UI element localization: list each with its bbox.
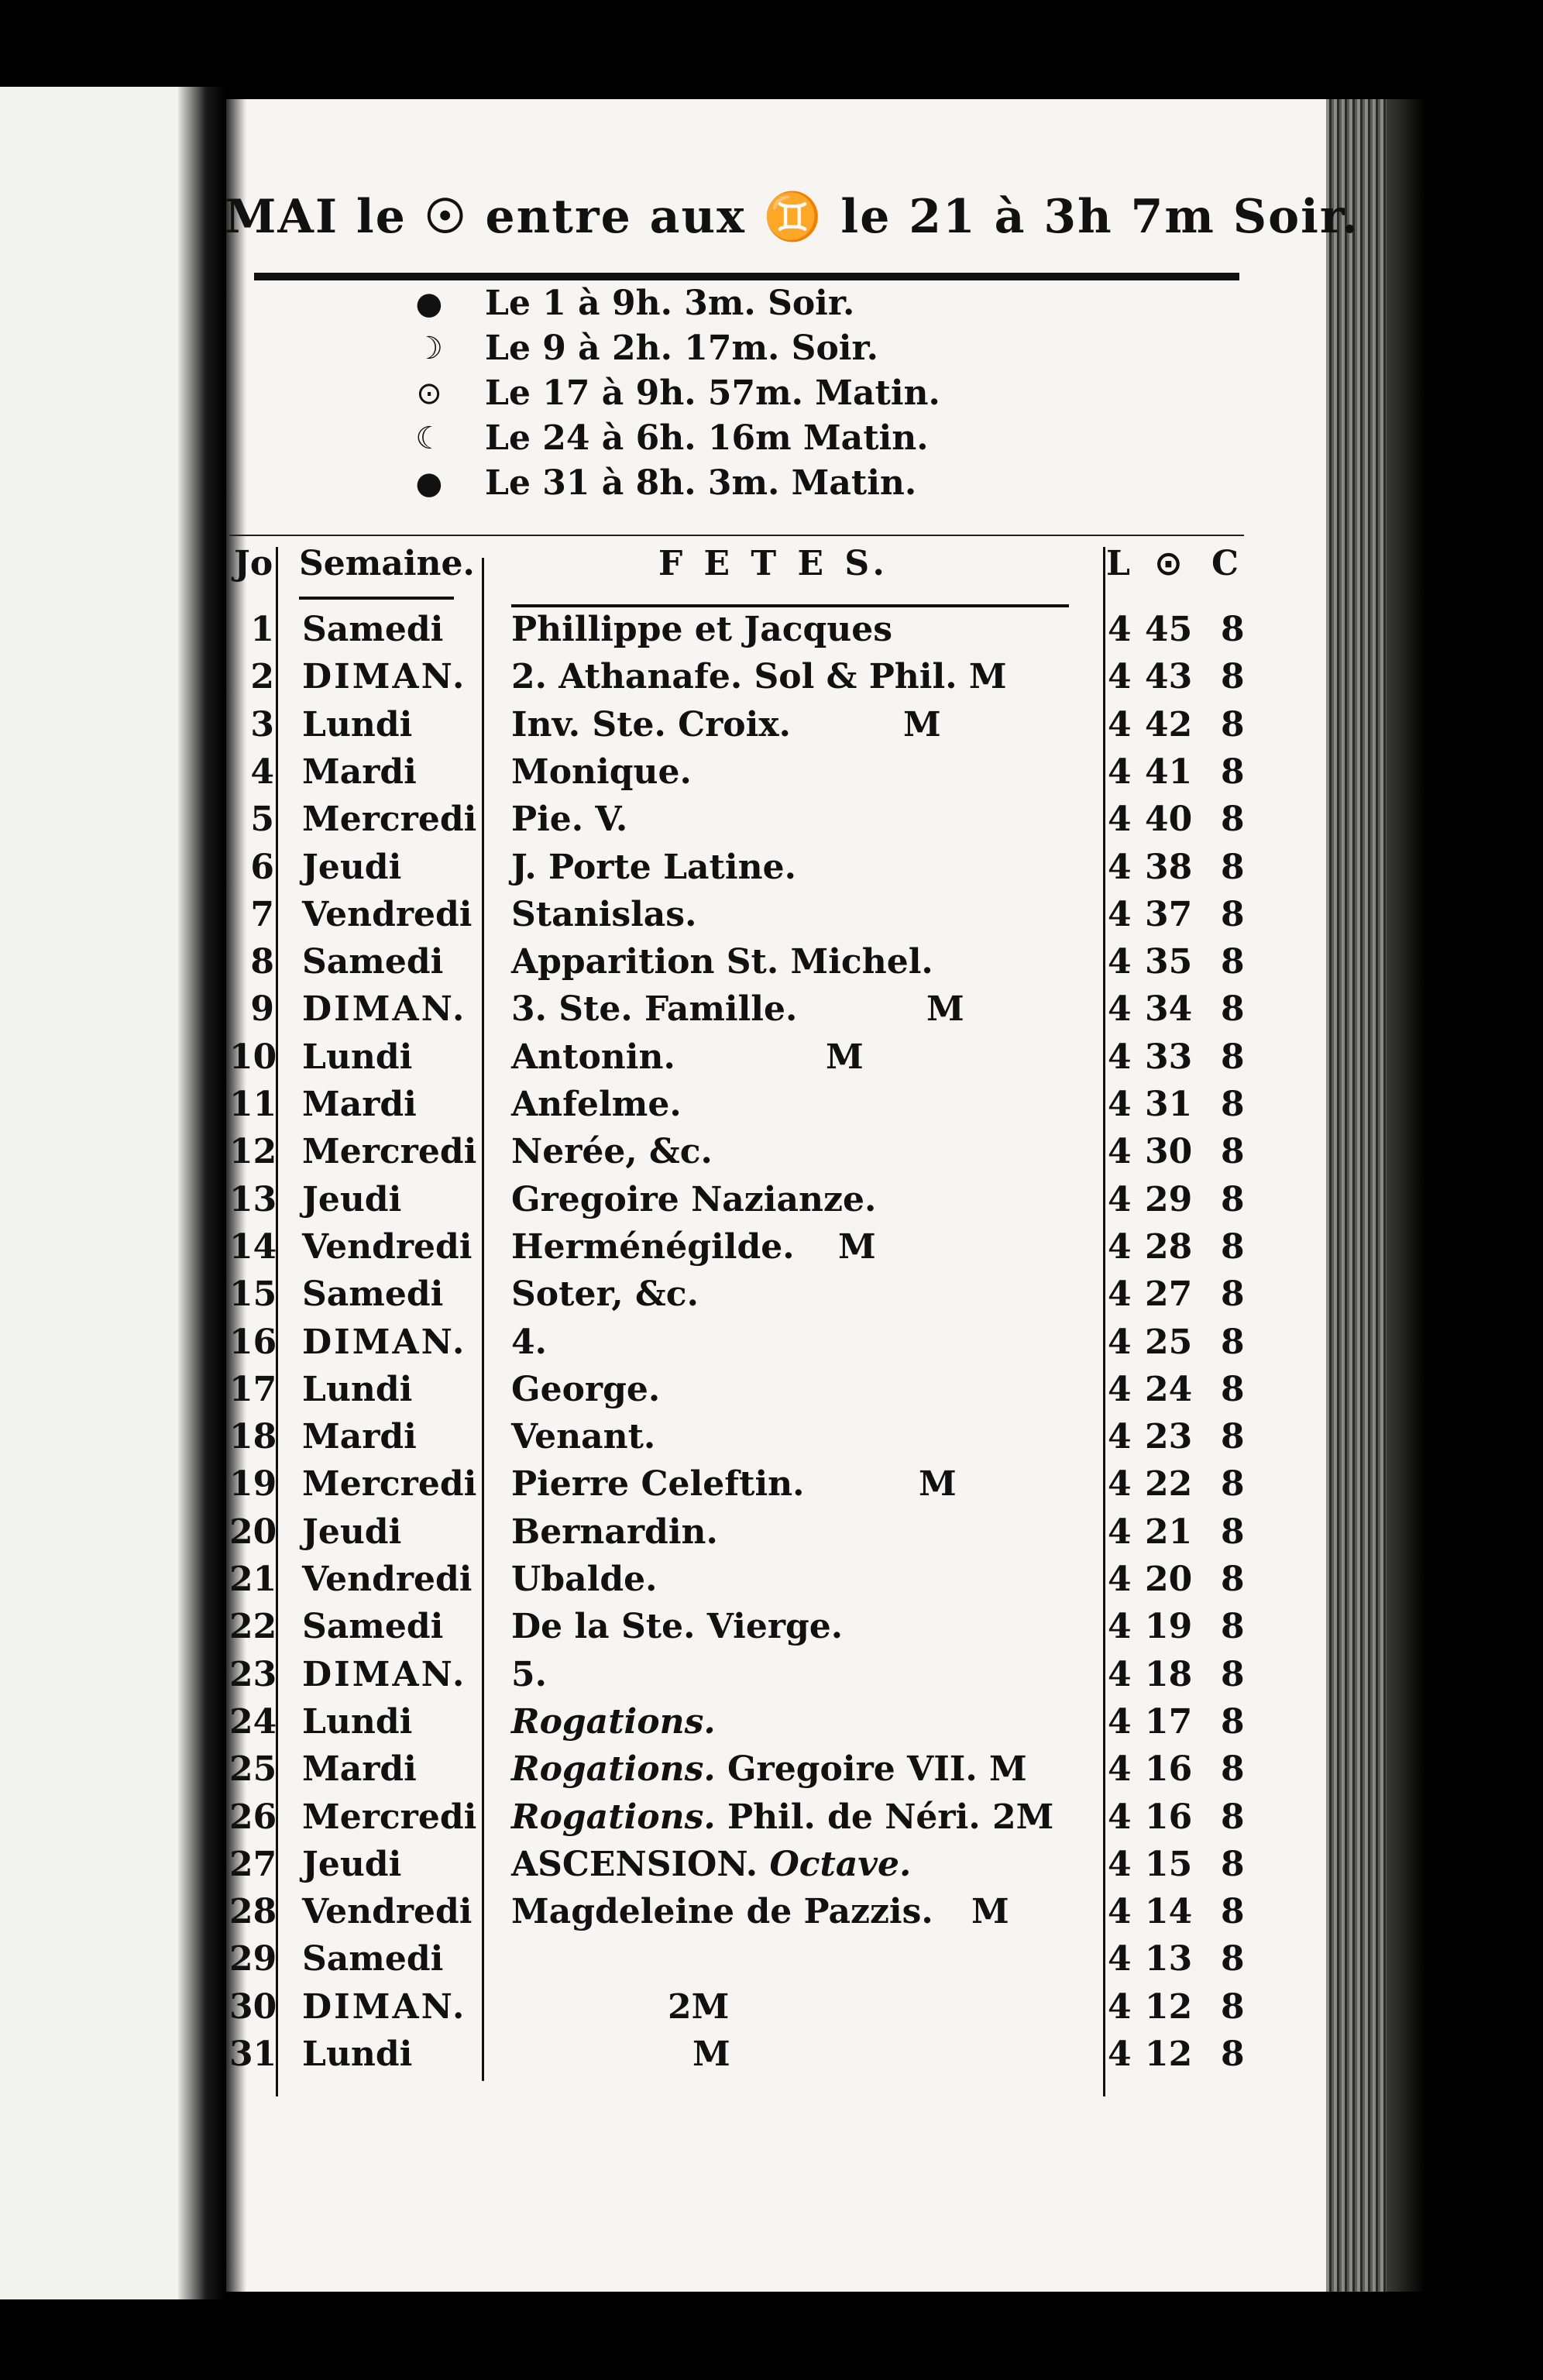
feast-cell: [511, 1556, 657, 1603]
sunrise-minute: 38: [1145, 848, 1193, 887]
day-number: 27: [229, 1845, 277, 1884]
feast-name: Gregoire VII. M: [727, 1749, 1027, 1789]
feast-mark: M: [692, 2034, 730, 2074]
feast-name: Soter, &c.: [511, 1274, 699, 1314]
feast-cell: [511, 701, 791, 748]
sunrise-minute: 12: [1145, 1987, 1193, 2027]
column-c-value: 8: [1221, 1370, 1245, 1409]
sunrise-hour: 4: [1108, 2034, 1132, 2074]
table-row: [229, 1983, 1259, 2031]
sunrise-minute: 24: [1145, 1370, 1193, 1409]
table-row: [229, 1698, 1259, 1745]
day-number: 1: [250, 610, 274, 649]
day-number: 28: [229, 1892, 277, 1931]
sunrise-hour: 4: [1108, 1370, 1132, 1409]
feast-cell: [511, 1223, 795, 1271]
feast-cell: [511, 1603, 843, 1650]
sunrise-minute: 43: [1145, 657, 1193, 696]
feast-name: Phillippe et Jacques: [511, 610, 893, 649]
table-row: [229, 1888, 1259, 1935]
day-number: 24: [229, 1702, 277, 1742]
column-c-value: 8: [1221, 942, 1245, 982]
day-number: 5: [250, 800, 274, 839]
feast-name: George.: [511, 1370, 661, 1409]
full-moon-icon: ⊙: [416, 376, 442, 411]
day-number: 14: [229, 1227, 277, 1267]
weekday: Vendredi: [302, 895, 473, 934]
sunrise-hour: 4: [1108, 610, 1132, 649]
feast-name: Ubalde.: [511, 1560, 658, 1599]
feast-mark: M: [826, 1037, 864, 1077]
weekday: DIMAN.: [302, 1987, 467, 2027]
weekday: Mardi: [302, 1417, 417, 1457]
sunrise-minute: 14: [1145, 1892, 1193, 1931]
column-c-value: 8: [1221, 1749, 1245, 1789]
new-moon-icon: ●: [415, 286, 443, 322]
sunrise-hour: 4: [1108, 1180, 1132, 1219]
day-number: 12: [229, 1132, 277, 1171]
sunrise-minute: 15: [1145, 1845, 1193, 1884]
feast-cell: [511, 1413, 655, 1460]
sunrise-hour: 4: [1108, 1132, 1132, 1171]
feast-cell: [511, 653, 1007, 700]
column-c-value: 8: [1221, 1037, 1245, 1077]
weekday: Mercredi: [302, 1132, 477, 1171]
column-c-value: 8: [1221, 1464, 1245, 1504]
sunrise-minute: 45: [1145, 610, 1193, 649]
feast-name: 5.: [511, 1655, 547, 1694]
sunrise-minute: 22: [1145, 1464, 1193, 1504]
column-c-value: 8: [1221, 1702, 1245, 1742]
column-c-value: 8: [1221, 1987, 1245, 2027]
sunrise-hour: 4: [1108, 752, 1132, 792]
feast-cell: [511, 1271, 699, 1318]
weekday: DIMAN.: [302, 1322, 467, 1362]
feast-name: Herménégilde.: [511, 1227, 795, 1267]
table-row: [229, 796, 1259, 843]
table-row: [229, 1603, 1259, 1650]
day-number: 22: [229, 1607, 277, 1646]
moon-phase-text: Le 1 à 9h. 3m. Soir.: [485, 284, 855, 323]
feast-cell: [511, 1698, 716, 1745]
weekday: Jeudi: [302, 1180, 402, 1219]
feast-mark: M: [903, 705, 941, 745]
feast-cell: [511, 1745, 1027, 1793]
sunrise-hour: 4: [1108, 1797, 1132, 1837]
col-header-c: C: [1211, 544, 1239, 583]
sunrise-minute: 12: [1145, 2034, 1193, 2074]
sunrise-minute: 21: [1145, 1512, 1193, 1552]
col-header-weekday: Semaine.: [299, 544, 475, 583]
column-c-value: 8: [1221, 1845, 1245, 1884]
weekday: Vendredi: [302, 1560, 473, 1599]
feast-name: Nerée, &c.: [511, 1132, 713, 1171]
sunrise-minute: 40: [1145, 800, 1193, 839]
sunrise-hour: 4: [1108, 705, 1132, 745]
sunrise-minute: 29: [1145, 1180, 1193, 1219]
table-row: [229, 1651, 1259, 1698]
sunrise-hour: 4: [1108, 895, 1132, 934]
table-row: [229, 701, 1259, 748]
day-number: 7: [250, 895, 274, 934]
sunrise-minute: 37: [1145, 895, 1193, 934]
title-rule: [254, 273, 1239, 280]
sunrise-minute: 31: [1145, 1085, 1193, 1124]
column-c-value: 8: [1221, 2034, 1245, 2074]
sunrise-minute: 16: [1145, 1749, 1193, 1789]
day-number: 17: [229, 1370, 277, 1409]
sunrise-hour: 4: [1108, 1655, 1132, 1694]
sun-icon: ⊙: [1154, 544, 1183, 583]
sunrise-hour: 4: [1108, 848, 1132, 887]
sunrise-minute: 20: [1145, 1560, 1193, 1599]
feast-name: Monique.: [511, 752, 692, 792]
feast-name: 3. Ste. Famille.: [511, 989, 798, 1029]
column-c-value: 8: [1221, 610, 1245, 649]
column-c-value: 8: [1221, 1892, 1245, 1931]
feast-name: J. Porte Latine.: [511, 848, 796, 887]
feast-name: Phil. de Néri. 2M: [727, 1797, 1054, 1837]
day-number: 11: [229, 1085, 277, 1124]
weekday: DIMAN.: [302, 989, 467, 1029]
feast-cell: [511, 796, 627, 843]
sunrise-minute: 41: [1145, 752, 1193, 792]
day-number: 26: [229, 1797, 277, 1837]
sunrise-minute: 18: [1145, 1655, 1193, 1694]
day-number: 6: [250, 848, 274, 887]
table-row: [229, 1081, 1259, 1128]
sunrise-hour: 4: [1108, 1939, 1132, 1979]
col-header-l: L: [1106, 544, 1130, 583]
column-c-value: 8: [1221, 657, 1245, 696]
feast-cell: [511, 1034, 675, 1081]
feast-name: Anfelme.: [511, 1085, 682, 1124]
feast-name: Pierre Celeftin.: [511, 1464, 805, 1504]
feast-cell: [511, 985, 797, 1033]
weekday: Jeudi: [302, 1845, 402, 1884]
month-title: MAI le ☉ entre aux ♊ le 21 à 3h 7m Soir.: [225, 190, 1359, 244]
binding-shadow: [178, 87, 225, 2299]
column-c-value: 8: [1221, 1085, 1245, 1124]
day-number: 18: [229, 1417, 277, 1457]
weekday: Samedi: [302, 942, 444, 982]
sunrise-hour: 4: [1108, 1464, 1132, 1504]
day-number: 31: [229, 2034, 277, 2074]
sunrise-minute: 13: [1145, 1939, 1193, 1979]
sunrise-hour: 4: [1108, 1085, 1132, 1124]
feast-mark: M: [926, 989, 964, 1029]
sunrise-minute: 27: [1145, 1274, 1193, 1314]
feast-name: ASCENSION.: [511, 1845, 758, 1884]
sunrise-hour: 4: [1108, 1987, 1132, 2027]
day-number: 19: [229, 1464, 277, 1504]
feast-cell: [511, 891, 696, 938]
feast-name: Antonin.: [511, 1037, 675, 1077]
weekday: Mercredi: [302, 1797, 477, 1837]
sunrise-minute: 30: [1145, 1132, 1193, 1171]
moon-phase-text: Le 24 à 6h. 16m Matin.: [485, 418, 929, 458]
day-number: 30: [229, 1987, 277, 2027]
weekday: Lundi: [302, 1702, 413, 1742]
weekday: Samedi: [302, 1274, 444, 1314]
sunrise-minute: 17: [1145, 1702, 1193, 1742]
feast-cell: [511, 938, 933, 985]
new-moon-icon: ●: [415, 466, 443, 501]
weekday: Vendredi: [302, 1892, 473, 1931]
feast-italic: Rogations.: [511, 1749, 716, 1789]
sunrise-minute: 35: [1145, 942, 1193, 982]
day-number: 13: [229, 1180, 277, 1219]
day-number: 23: [229, 1655, 277, 1694]
feast-cell: [511, 1176, 876, 1223]
day-number: 16: [229, 1322, 277, 1362]
weekday: Lundi: [302, 705, 413, 745]
table-row: [229, 1745, 1259, 1793]
page-edge-shadow: [1387, 99, 1425, 2292]
sunrise-hour: 4: [1108, 989, 1132, 1029]
sunrise-hour: 4: [1108, 1749, 1132, 1789]
feast-cell: [511, 606, 892, 653]
sunrise-minute: 34: [1145, 989, 1193, 1029]
column-c-value: 8: [1221, 1560, 1245, 1599]
feast-name: Venant.: [511, 1417, 656, 1457]
weekday: Jeudi: [302, 848, 402, 887]
feast-name: Inv. Ste. Croix.: [511, 705, 791, 745]
column-c-value: 8: [1221, 1939, 1245, 1979]
day-number: 20: [229, 1512, 277, 1552]
feast-name: Pie. V.: [511, 800, 628, 839]
feast-name: 2. Athanafe. Sol & Phil. M: [511, 657, 1007, 696]
sunrise-hour: 4: [1108, 1560, 1132, 1599]
table-row: [229, 1556, 1259, 1603]
weekday: Jeudi: [302, 1512, 402, 1552]
weekday: DIMAN.: [302, 657, 467, 696]
feast-name: Apparition St. Michel.: [511, 942, 933, 982]
table-row: [229, 1128, 1259, 1175]
feast-mark: 2M: [668, 1987, 730, 2027]
column-c-value: 8: [1221, 895, 1245, 934]
feast-name: Bernardin.: [511, 1512, 718, 1552]
feast-mark: M: [838, 1227, 876, 1267]
sunrise-hour: 4: [1108, 1512, 1132, 1552]
column-c-value: 8: [1221, 848, 1245, 887]
weekday: Mercredi: [302, 800, 477, 839]
sunrise-minute: 25: [1145, 1322, 1193, 1362]
weekday: Mardi: [302, 1085, 417, 1124]
sunrise-hour: 4: [1108, 942, 1132, 982]
feast-cell: [511, 748, 692, 796]
feast-name: Magdeleine de Pazzis.: [511, 1892, 933, 1931]
col-header-day: Jo: [234, 544, 273, 583]
weekday: Mardi: [302, 752, 417, 792]
table-row: [229, 748, 1259, 796]
feast-cell: [511, 1319, 547, 1366]
weekday: Mardi: [302, 1749, 417, 1789]
sunrise-hour: 4: [1108, 1037, 1132, 1077]
column-c-value: 8: [1221, 1655, 1245, 1694]
column-c-value: 8: [1221, 1512, 1245, 1552]
table-row: [229, 891, 1259, 938]
sunrise-hour: 4: [1108, 1274, 1132, 1314]
feast-cell: [511, 844, 796, 891]
feast-name: Stanislas.: [511, 895, 697, 934]
column-c-value: 8: [1221, 705, 1245, 745]
sunrise-minute: 16: [1145, 1797, 1193, 1837]
day-number: 25: [229, 1749, 277, 1789]
sunrise-minute: 33: [1145, 1037, 1193, 1077]
table-top-rule: [229, 535, 1244, 536]
table-row: [229, 1319, 1259, 1366]
day-number: 2: [250, 657, 274, 696]
table-row: [229, 1460, 1259, 1508]
column-c-value: 8: [1221, 752, 1245, 792]
weekday-header-rule: [299, 597, 454, 600]
weekday: Vendredi: [302, 1227, 473, 1267]
weekday: Samedi: [302, 610, 444, 649]
table-row: [229, 653, 1259, 700]
feast-cell: [511, 1841, 911, 1888]
table-row: [229, 1271, 1259, 1318]
feast-mark: M: [971, 1892, 1009, 1931]
column-c-value: 8: [1221, 1322, 1245, 1362]
first-quarter-icon: ☽: [415, 331, 443, 366]
table-row: [229, 1034, 1259, 1081]
sunrise-hour: 4: [1108, 1322, 1132, 1362]
sunrise-hour: 4: [1108, 657, 1132, 696]
left-page-edge: [0, 87, 203, 2299]
moon-phase-text: Le 9 à 2h. 17m. Soir.: [485, 328, 878, 368]
feast-cell: [511, 1888, 933, 1935]
weekday: Mercredi: [302, 1464, 477, 1504]
day-number: 15: [229, 1274, 277, 1314]
last-quarter-icon: ☾: [415, 421, 443, 456]
weekday: Lundi: [302, 1370, 413, 1409]
sunrise-hour: 4: [1108, 1417, 1132, 1457]
weekday: Samedi: [302, 1607, 444, 1646]
table-row: [229, 1223, 1259, 1271]
weekday: Lundi: [302, 2034, 413, 2074]
table-row: [229, 2031, 1259, 2078]
table-row: [229, 985, 1259, 1033]
column-c-value: 8: [1221, 989, 1245, 1029]
column-c-value: 8: [1221, 1797, 1245, 1837]
sunrise-hour: 4: [1108, 800, 1132, 839]
feast-mark: M: [919, 1464, 957, 1504]
feast-cell: [511, 1081, 682, 1128]
day-number: 9: [250, 989, 274, 1029]
feast-name: Gregoire Nazianze.: [511, 1180, 877, 1219]
feast-italic: Octave.: [769, 1845, 912, 1884]
column-c-value: 8: [1221, 1274, 1245, 1314]
moon-phase-text: Le 17 à 9h. 57m. Matin.: [485, 373, 940, 413]
sunrise-hour: 4: [1108, 1845, 1132, 1884]
column-c-value: 8: [1221, 1417, 1245, 1457]
feast-cell: [511, 1794, 1053, 1841]
column-c-value: 8: [1221, 1227, 1245, 1267]
table-row: [229, 1366, 1259, 1413]
feast-name: De la Ste. Vierge.: [511, 1607, 844, 1646]
feast-cell: [511, 1460, 804, 1508]
table-row: [229, 1413, 1259, 1460]
weekday: DIMAN.: [302, 1655, 467, 1694]
weekday: Lundi: [302, 1037, 413, 1077]
feast-italic: Rogations.: [511, 1702, 716, 1742]
day-number: 10: [229, 1037, 277, 1077]
sunrise-minute: 28: [1145, 1227, 1193, 1267]
sunrise-minute: 23: [1145, 1417, 1193, 1457]
table-row: [229, 1794, 1259, 1841]
day-number: 4: [250, 752, 274, 792]
sunrise-hour: 4: [1108, 1607, 1132, 1646]
day-number: 8: [250, 942, 274, 982]
table-row: [229, 1841, 1259, 1888]
weekday: Samedi: [302, 1939, 444, 1979]
day-number: 21: [229, 1560, 277, 1599]
feast-cell: [511, 1366, 660, 1413]
column-c-value: 8: [1221, 1607, 1245, 1646]
feast-italic: Rogations.: [511, 1797, 716, 1837]
table-row: [229, 844, 1259, 891]
table-row: [229, 1508, 1259, 1556]
column-c-value: 8: [1221, 800, 1245, 839]
table-row: [229, 606, 1259, 653]
day-number: 29: [229, 1939, 277, 1979]
sunrise-minute: 42: [1145, 705, 1193, 745]
column-c-value: 8: [1221, 1180, 1245, 1219]
col-header-fetes: F E T E S.: [658, 544, 889, 583]
column-c-value: 8: [1221, 1132, 1245, 1171]
table-row: [229, 1935, 1259, 1983]
feast-cell: [511, 1128, 713, 1175]
day-number: 3: [250, 705, 274, 745]
feast-cell: [511, 1508, 718, 1556]
table-row: [229, 1176, 1259, 1223]
sunrise-hour: 4: [1108, 1892, 1132, 1931]
moon-phase-text: Le 31 à 8h. 3m. Matin.: [485, 463, 917, 503]
feast-cell: [511, 1651, 547, 1698]
sunrise-hour: 4: [1108, 1702, 1132, 1742]
table-row: [229, 938, 1259, 985]
sunrise-minute: 19: [1145, 1607, 1193, 1646]
sunrise-hour: 4: [1108, 1227, 1132, 1267]
page-edges-stack: [1326, 99, 1387, 2292]
feast-name: 4.: [511, 1322, 547, 1362]
